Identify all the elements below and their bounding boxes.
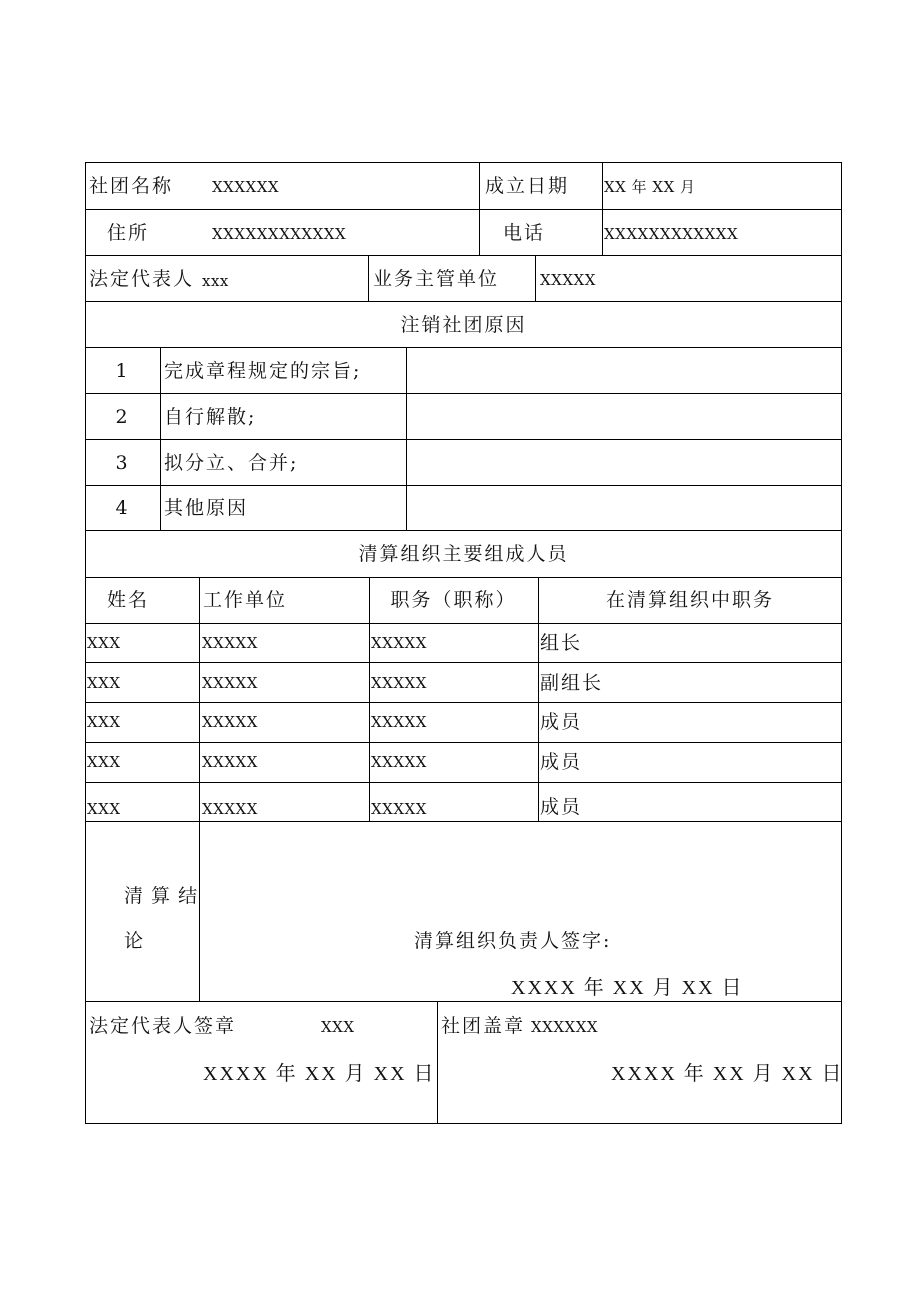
rule [406, 347, 407, 531]
rule [437, 1001, 438, 1123]
rule [368, 255, 369, 301]
member-name: XXX [87, 713, 121, 731]
rep-sign-value: XXX [321, 1018, 355, 1036]
member-workplace: XXXXX [202, 713, 258, 731]
conclusion-label-cont: 论 [124, 930, 146, 952]
reasons-title: 注销社团原因 [400, 314, 527, 336]
reason-number: 3 [115, 452, 130, 474]
address-label: 住所 [107, 222, 150, 244]
member-role: 成员 [540, 751, 583, 773]
rule [85, 301, 842, 302]
reason-text: 其他原因 [164, 497, 249, 519]
phone-label: 电话 [503, 222, 546, 244]
rule [160, 347, 161, 531]
deregistration-form [85, 162, 842, 1124]
header-position: 职务（职称） [390, 589, 517, 611]
member-workplace: XXXXX [202, 674, 258, 692]
phone-value: XXXXXXXXXXXX [604, 225, 739, 243]
rule [85, 162, 86, 1124]
rule [85, 209, 842, 210]
reason-number: 2 [115, 406, 130, 428]
member-position: XXXXX [371, 800, 427, 818]
member-position: XXXXX [371, 674, 427, 692]
rule [841, 162, 842, 1124]
rep-sign-date: XXXX 年 XX 月 XX 日 [203, 1063, 436, 1085]
seal-label: 社团盖章 [441, 1015, 526, 1037]
conclusion-date: XXXX 年 XX 月 XX 日 [511, 977, 744, 999]
rule [85, 347, 842, 348]
rule [538, 577, 539, 822]
rep-sign-label: 法定代表人签章 [89, 1015, 237, 1037]
rule [85, 393, 842, 394]
member-name: XXX [87, 634, 121, 652]
reason-number: 4 [115, 497, 130, 519]
rule [199, 577, 200, 1001]
founded-label: 成立日期 [485, 175, 570, 197]
legal-rep-value: xxx [202, 272, 229, 290]
legal-rep-label: 法定代表人 [89, 268, 195, 290]
member-position: XXXXX [371, 634, 427, 652]
conclusion-label: 清 算 结 [124, 885, 199, 907]
seal-date: XXXX 年 XX 月 XX 日 [611, 1063, 844, 1085]
member-name: XXX [87, 800, 121, 818]
authority-label: 业务主管单位 [373, 268, 500, 290]
rule [85, 1123, 842, 1124]
rule [85, 255, 842, 256]
rule [85, 530, 842, 531]
signature-label: 清算组织负责人签字: [414, 930, 612, 952]
rule [479, 162, 480, 255]
name-value: XXXXXX [212, 178, 280, 196]
rule [535, 255, 536, 301]
rule [369, 577, 370, 822]
reason-text: 完成章程规定的宗旨; [164, 360, 362, 382]
reason-number: 1 [115, 360, 130, 382]
rule [85, 439, 842, 440]
member-position: XXXXX [371, 753, 427, 771]
member-role: 成员 [540, 711, 583, 733]
member-workplace: XXXXX [202, 753, 258, 771]
member-role: 组长 [540, 632, 583, 654]
members-title: 清算组织主要组成人员 [358, 543, 569, 565]
seal-value: XXXXXX [531, 1018, 599, 1036]
rule [85, 485, 842, 486]
header-name: 姓名 [107, 589, 150, 611]
address-value: XXXXXXXXXXXX [212, 225, 347, 243]
member-position: XXXXX [371, 713, 427, 731]
header-liquidation-role: 在清算组织中职务 [605, 589, 774, 611]
reason-text: 自行解散; [164, 406, 257, 428]
reason-text: 拟分立、合并; [164, 452, 299, 474]
rule [602, 162, 603, 255]
founded-value: XX 年 XX 月 [604, 178, 696, 196]
name-label: 社团名称 [89, 175, 174, 197]
member-workplace: XXXXX [202, 800, 258, 818]
member-role: 成员 [540, 796, 583, 818]
member-name: XXX [87, 753, 121, 771]
rule [85, 1001, 842, 1002]
member-role: 副组长 [540, 672, 604, 694]
member-name: XXX [87, 674, 121, 692]
authority-value: XXXXX [540, 271, 596, 289]
rule [85, 162, 842, 163]
header-workplace: 工作单位 [203, 589, 288, 611]
member-workplace: XXXXX [202, 634, 258, 652]
